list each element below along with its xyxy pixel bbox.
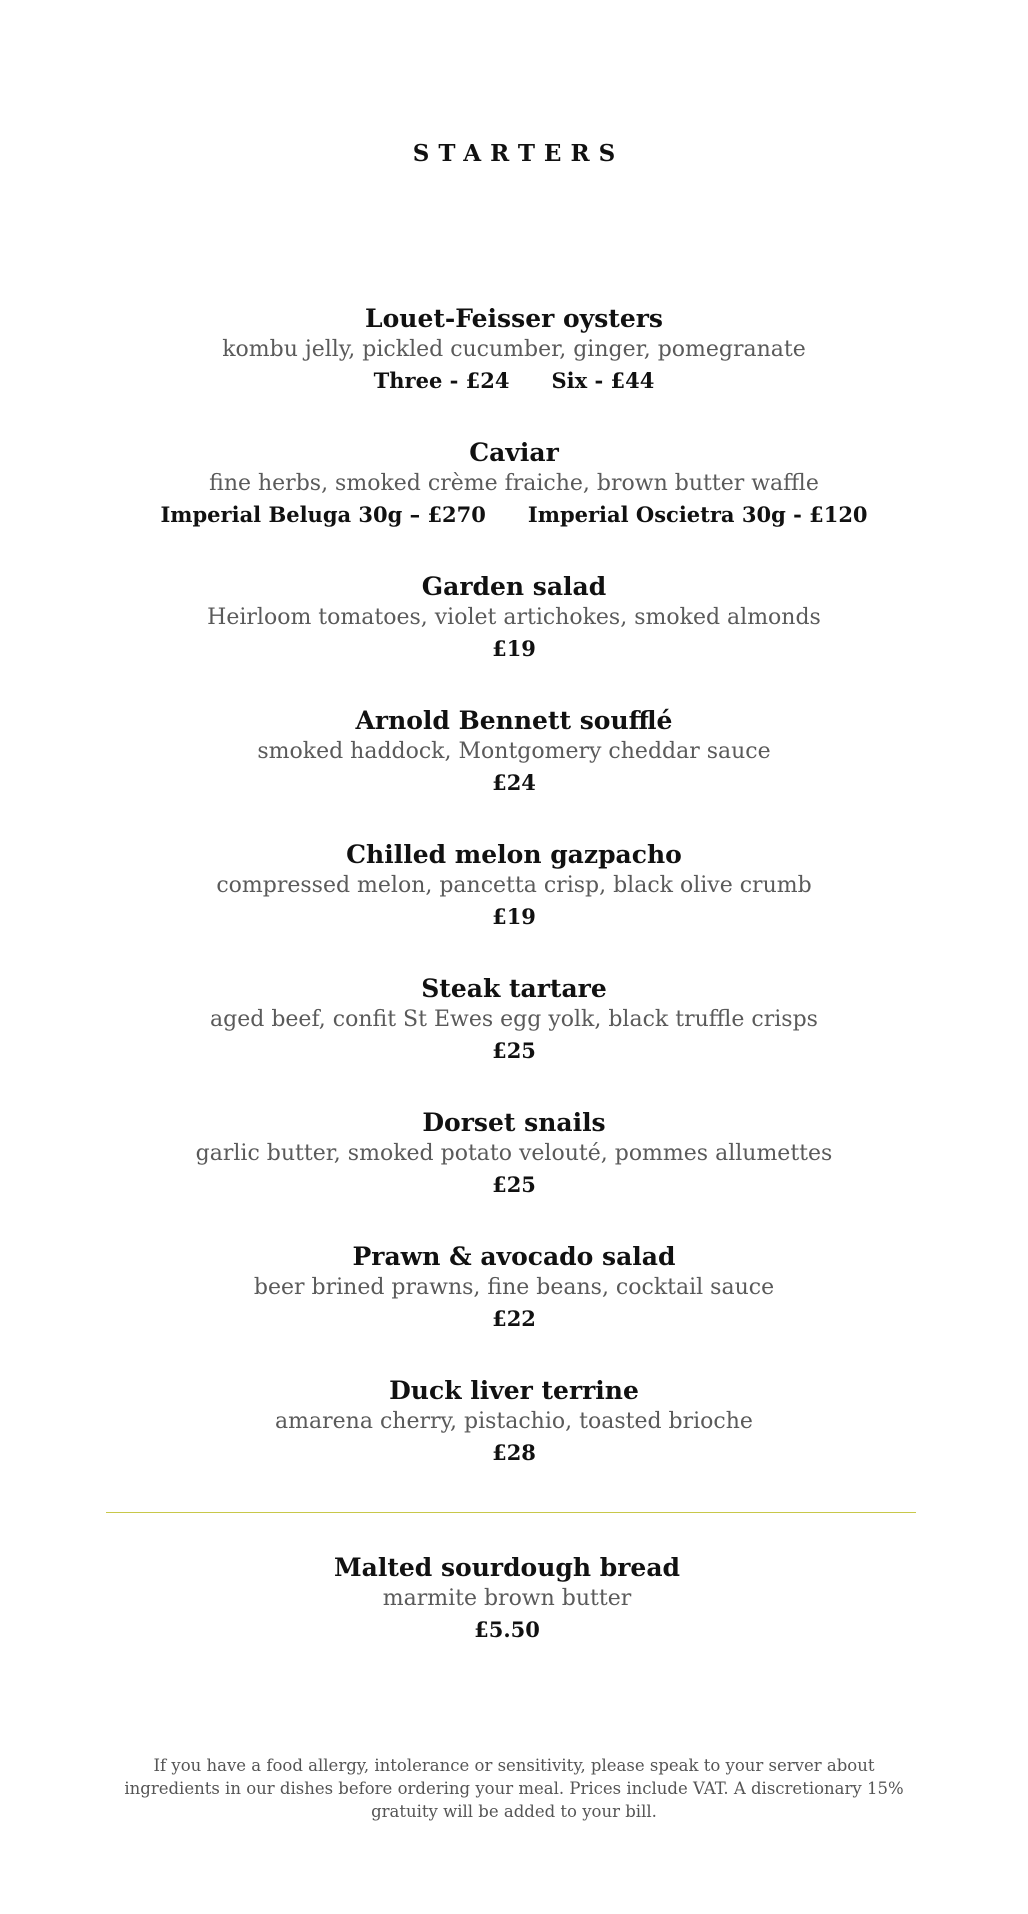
dish-name: Prawn & avocado salad: [352, 1242, 676, 1271]
dish-description: aged beef, confit St Ewes egg yolk, black truffle crisps: [210, 1007, 818, 1032]
dish-description: beer brined prawns, fine beans, cocktail sauce: [253, 1275, 775, 1300]
menu-item: [0, 705, 1028, 839]
dish-name: Caviar: [469, 438, 559, 467]
bread-item: [0, 1552, 1014, 1645]
dish-price: £22: [492, 1306, 536, 1331]
dish-name: Louet-Feisser oysters: [365, 304, 663, 333]
dish-price: £19: [492, 636, 536, 661]
menu-item: [0, 1241, 1028, 1375]
menu-item: [0, 303, 1028, 437]
starters-list: [0, 303, 1028, 1509]
dish-price: Imperial Beluga 30g – £270: [160, 502, 486, 527]
dish-name: Steak tartare: [421, 974, 607, 1003]
dish-description: amarena cherry, pistachio, toasted brioche: [275, 1409, 753, 1434]
menu-item: [0, 437, 1028, 571]
page-title: STARTERS: [412, 140, 625, 167]
allergy-notice: If you have a food allergy, intolerance or sensitivity, please speak to your server about ingredients in our dishes before ordering your meal. Prices include VAT. A discretionary 15% gratuity will be added to your bill.: [124, 1756, 904, 1821]
dish-description: garlic butter, smoked potato velouté, pommes allumettes: [195, 1141, 833, 1166]
dish-name: Malted sourdough bread: [333, 1553, 681, 1582]
dish-price: £19: [492, 904, 536, 929]
dish-name: Garden salad: [421, 572, 607, 601]
dish-price: £25: [492, 1172, 536, 1197]
dish-description: kombu jelly, pickled cucumber, ginger, pomegranate: [222, 337, 806, 362]
section-divider: [106, 1512, 916, 1513]
dish-description: fine herbs, smoked crème fraiche, brown butter waffle: [209, 471, 819, 496]
dish-price: Three - £24: [373, 368, 510, 393]
dish-name: Duck liver terrine: [389, 1376, 639, 1405]
dish-name: Chilled melon gazpacho: [346, 840, 682, 869]
dish-price: £24: [492, 770, 536, 795]
dish-price: Six - £44: [551, 368, 655, 393]
menu-item: [0, 1375, 1028, 1509]
dish-price: £5.50: [474, 1617, 540, 1642]
dish-price: £25: [492, 1038, 536, 1063]
dish-price-options: [0, 365, 1028, 396]
dish-description: compressed melon, pancetta crisp, black olive crumb: [216, 873, 812, 898]
dish-description: Heirloom tomatoes, violet artichokes, smoked almonds: [207, 605, 821, 630]
menu-item: [0, 1107, 1028, 1241]
dish-description: marmite brown butter: [382, 1586, 632, 1611]
menu-item: [0, 571, 1028, 705]
menu-item: [0, 973, 1028, 1107]
dish-name: Dorset snails: [422, 1108, 606, 1137]
dish-price: £28: [492, 1440, 536, 1465]
menu-item: [0, 839, 1028, 973]
dish-price: Imperial Oscietra 30g - £120: [527, 502, 868, 527]
dish-description: smoked haddock, Montgomery cheddar sauce: [257, 739, 771, 764]
dish-price-options: [0, 499, 1028, 530]
dish-name: Arnold Bennett soufflé: [355, 706, 673, 735]
